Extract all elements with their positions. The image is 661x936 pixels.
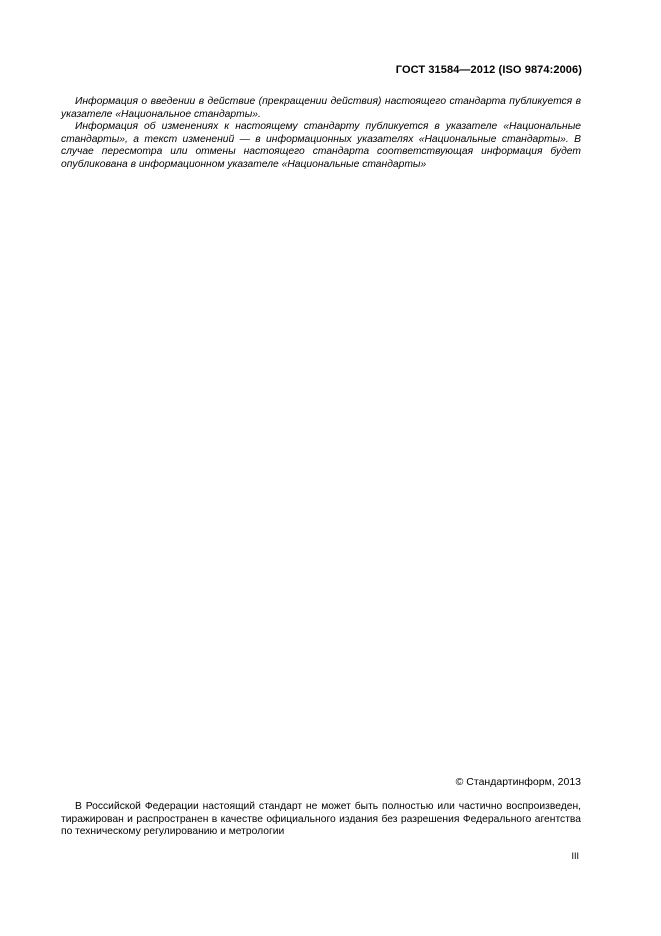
- info-paragraph-changes: Информация об изменениях к настоящему стандарту публикуется в указателе «Национальные стандарты», а текст изменений — в информационных указателях «Национальные стандарты». В случае пересмотра или отмены настоящего стандарта соответствующая информация будет опубликована в информационном указателе «Национальные стандарты»: [61, 121, 581, 170]
- info-paragraph-introduction: Информация о введении в действие (прекращении действия) настоящего стандарта публикуется в указателе «Национальное стандарты».: [61, 96, 581, 120]
- legal-notice: В Российской Федерации настоящий стандарт не может быть полностью или частично воспроизведен, тиражирован и распространен в качестве официального издания без разрешения Федерального агентства по техническому регулированию и метрологии: [61, 801, 581, 837]
- standard-code-header: ГОСТ 31584—2012 (ISO 9874:2006): [395, 64, 582, 76]
- page-number: III: [571, 851, 579, 861]
- publication-info-block: [61, 96, 581, 171]
- copyright-notice: © Стандартинформ, 2013: [455, 776, 581, 788]
